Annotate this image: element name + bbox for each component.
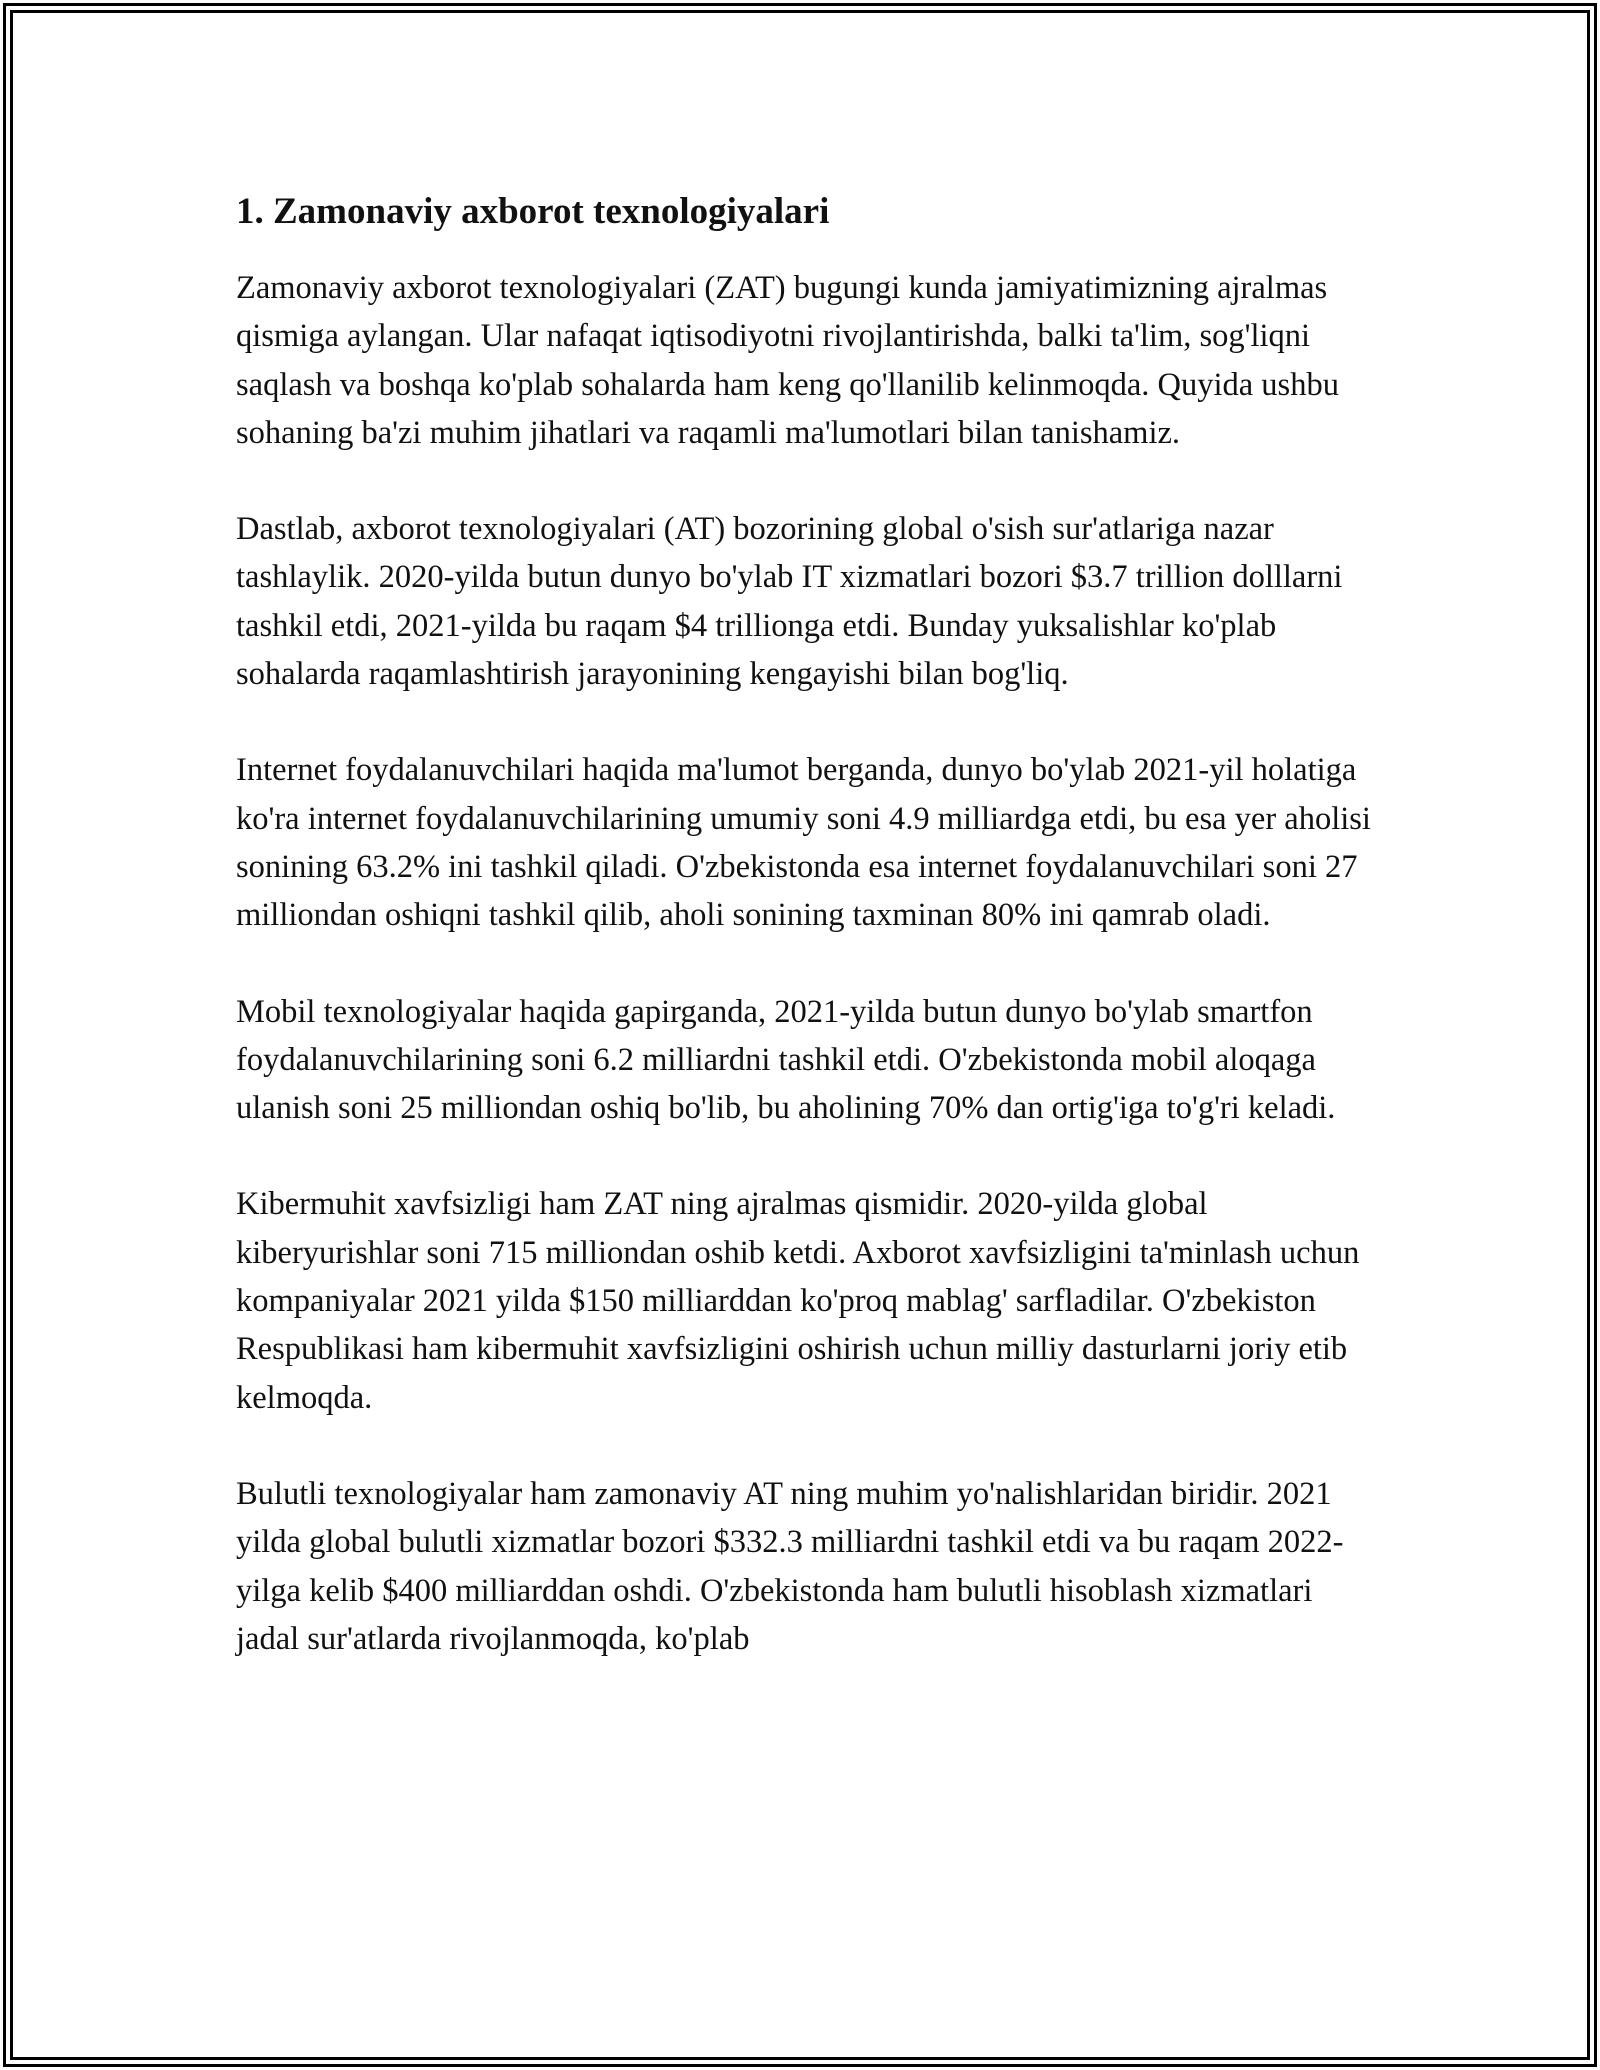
paragraph-cloud-tech: Bulutli texnologiyalar ham zamonaviy AT ning muhim yo'nalishlaridan biridir. 2021 yilda global bulutli xizmatlar bozori $332.3 milliardni tashkil etdi va bu raqam 2022-yilga kelib $400 milliarddan oshdi. O'zbekistonda ham bulutli hisoblash xizmatlari jadal sur'atlarda rivojlanmoqda, ko'plab <box>236 1475 1344 1657</box>
paragraph-mobile-tech: Mobil texnologiyalar haqida gapirganda, 2021-yilda butun dunyo bo'ylab smartfon foydalanuvchilarining soni 6.2 milliardni tashkil etdi. O'zbekistonda mobil aloqaga ulanish soni 25 milliondan oshiq bo'lib, bu aholining 70% dan ortig'iga to'g'ri keladi. <box>236 993 1336 1127</box>
paragraph-internet-users: Internet foydalanuvchilari haqida ma'lumot berganda, dunyo bo'ylab 2021-yil holatiga ko'ra internet foydalanuvchilarining umumiy soni 4.9 milliardga etdi, bu esa yer aholisi sonining 63.2% ini tashkil qiladi. O'zbekistonda esa internet foydalanuvchilari soni 27 milliondan oshiqni tashkil qilib, aholi sonining taxminan 80% ini qamrab oladi. <box>236 752 1371 934</box>
section-title: 1. Zamonaviy axborot texnologiyalari <box>236 191 830 232</box>
paragraph-intro: Zamonaviy axborot texnologiyalari (ZAT) bugungi kunda jamiyatimizning ajralmas qismiga aylangan. Ular nafaqat iqtisodiyotni rivojlantirishda, balki ta'lim, sog'liqni saqlash va boshqa ko'plab sohalarda ham keng qo'llanilib kelinmoqda. Quyida ushbu sohaning ba'zi muhim jihatlari va raqamli ma'lumotlari bilan tanishamiz. <box>236 270 1339 451</box>
paragraph-it-market: Dastlab, axborot texnologiyalari (AT) bozorining global o'sish sur'atlariga nazar tashlaylik. 2020-yilda butun dunyo bo'ylab IT xizmatlari bozori $3.7 trillion dolllarni tashkil etdi, 2021-yilda bu raqam $4 trillionga etdi. Bunday yuksalishlar ko'plab sohalarda raqamlashtirish jarayonining kengayishi bilan bog'liq. <box>236 511 1343 693</box>
document-body <box>236 186 1376 1663</box>
paragraph-cybersecurity: Kibermuhit xavfsizligi ham ZAT ning ajralmas qismidir. 2020-yilda global kiberyurishlar soni 715 milliondan oshib ketdi. Axborot xavfsizligini ta'minlash uchun kompaniyalar 2021 yilda $150 milliarddan ko'proq mablag' sarfladilar. O'zbekiston Respublikasi ham kibermuhit xavfsizligini oshirish uchun milliy dasturlarni joriy etib kelmoqda. <box>236 1186 1360 1416</box>
